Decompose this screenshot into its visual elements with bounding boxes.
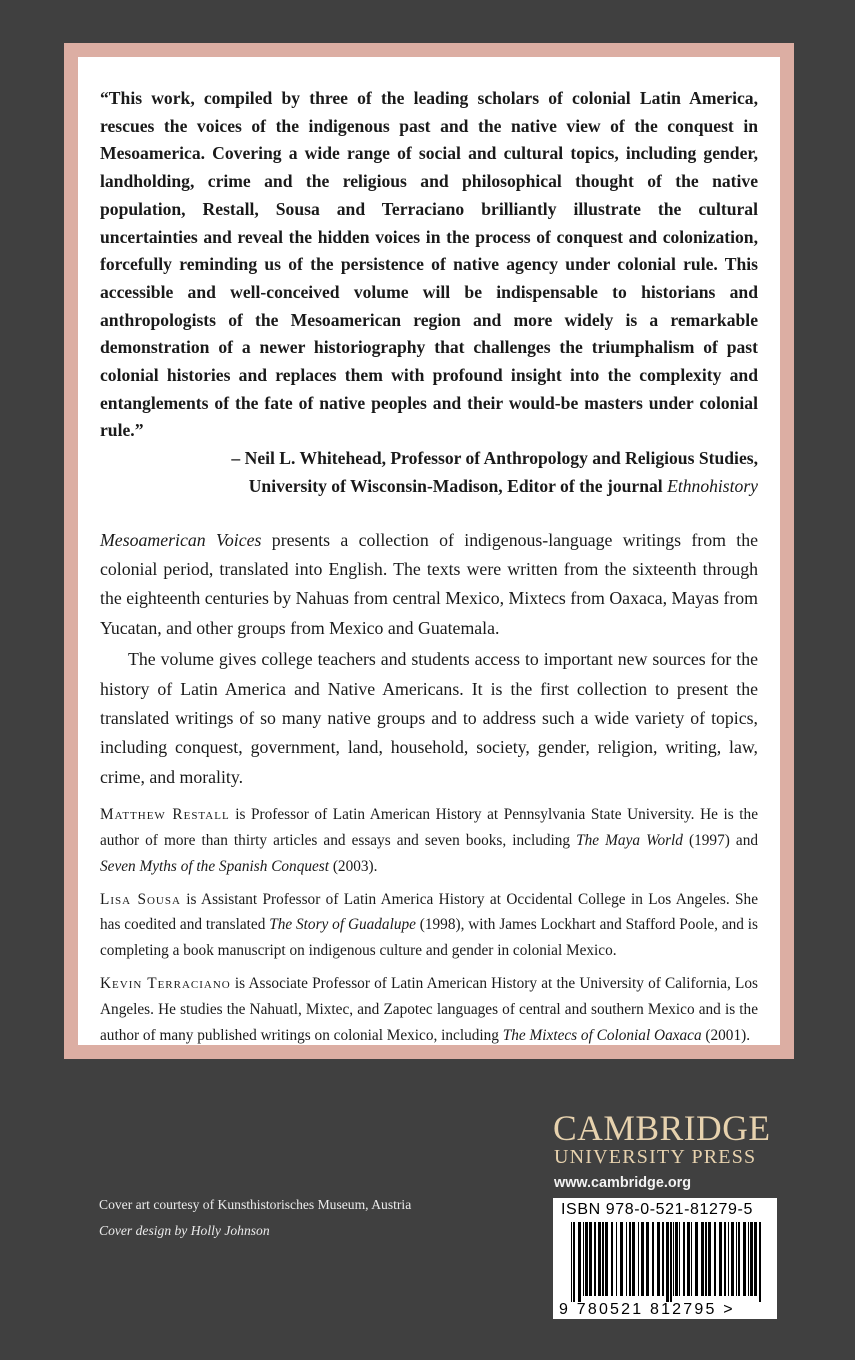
bio-text: is Assistant Professor of Latin America History at Occidental College in Los Angeles. She has coedited and translated	[100, 890, 758, 934]
publisher-subtitle: UNIVERSITY PRESS	[554, 1146, 757, 1168]
description-text-1: presents a collection of indigenous-language writings from the colonial period, translated into English. The texts were written from the sixteenth through the eighteenth centuries by Nahuas from central Mexico, Mixtecs from Oaxaca, Mayas from Yucatan, and other groups from Mexico and Guatemala.	[100, 529, 758, 638]
bio-text: (2001).	[701, 1026, 751, 1044]
bio-book-title: Seven Myths of the Spanish Conquest	[100, 857, 329, 875]
endorsement-attribution-line2	[100, 473, 758, 501]
bio-book-title: The Maya World	[576, 832, 683, 849]
bio-text: (1998), with James Lockhart and Stafford Poole, and is completing a book manuscript on indigenous culture and gender in colonial Mexico.	[100, 916, 758, 960]
endorsement-attribution-line1: – Neil L. Whitehead, Professor of Anthropology and Religious Studies,	[231, 448, 758, 469]
author-name: Lisa Sousa	[100, 890, 181, 908]
cover-design-credit: Cover design by Holly Johnson	[99, 1223, 270, 1238]
text-panel	[78, 57, 780, 1045]
author-name: Kevin Terraciano	[100, 974, 231, 992]
barcode-icon	[553, 1198, 777, 1319]
author-bio-terraciano	[100, 971, 758, 1048]
publisher-url: www.cambridge.org	[554, 1175, 691, 1191]
description-paragraph-1	[100, 526, 758, 644]
author-bio-restall	[100, 802, 758, 879]
endorsement-quote: “This work, compiled by three of the leading scholars of colonial Latin America, rescues the voices of the indigenous past and the native view of the conquest in Mesoamerica. Covering a wide range of social and cultural topics, including gender, landholding, crime and the religious and philosophical thought of the native population, Restall, Sousa and Terraciano brilliantly illustrate the cultural uncertainties and reveal the hidden voices in the process of conquest and colonization, forcefully reminding us of the persistence of native agency under colonial rule. This accessible and well-conceived volume will be indispensable to historians and anthropologists of the Mesoamerican region and more widely is a remarkable demonstration of a newer historiography that challenges the triumphalism of past colonial histories and replaces them with profound insight into the complexity and entanglements of the fate of native peoples and their would-be masters under colonial rule.”	[100, 88, 758, 441]
isbn-label: ISBN 978-0-521-81279-5	[561, 1201, 753, 1218]
author-name: Matthew Restall	[100, 806, 230, 824]
cover-art-credit: Cover art courtesy of Kunsthistorisches Museum, Austria	[99, 1197, 412, 1212]
barcode-digits: 9 780521 812795 >	[559, 1301, 735, 1318]
publisher-logo	[553, 1108, 773, 1191]
text-frame	[64, 43, 794, 1059]
publisher-name: CAMBRIDGE	[553, 1108, 771, 1148]
bio-text: (1997) and	[682, 832, 758, 849]
author-bio-sousa	[100, 887, 758, 964]
cover-credits	[99, 1192, 411, 1244]
bio-book-title: The Mixtecs of Colonial Oaxaca	[502, 1026, 702, 1044]
bio-text: is Associate Professor of Latin American History at the University of California, Los Angeles. He studies the Nahuatl, Mixtec, and Zapotec languages of central and southern Mexico and is the author of many published writings on colonial Mexico, including	[100, 974, 758, 1044]
description-paragraph-2: The volume gives college teachers and students access to important new sources for the history of Latin America and Native Americans. It is the first collection to present the translated writings of so many native groups and to address such a wide variety of topics, including conquest, government, land, household, society, gender, religion, writing, law, crime, and morality.	[100, 649, 758, 787]
bio-text: (2003).	[329, 857, 378, 875]
book-title: Mesoamerican Voices	[100, 529, 262, 550]
bio-text: is Professor of Latin American History at Pennsylvania State University. He is the author of more than thirty articles and essays and seven books, including	[100, 806, 758, 849]
bio-book-title: The Story of Guadalupe	[269, 916, 416, 934]
attribution-journal: Ethnohistory	[667, 475, 758, 496]
attribution-affiliation: University of Wisconsin-Madison, Editor of the journal	[248, 475, 668, 496]
isbn-barcode	[553, 1198, 777, 1319]
